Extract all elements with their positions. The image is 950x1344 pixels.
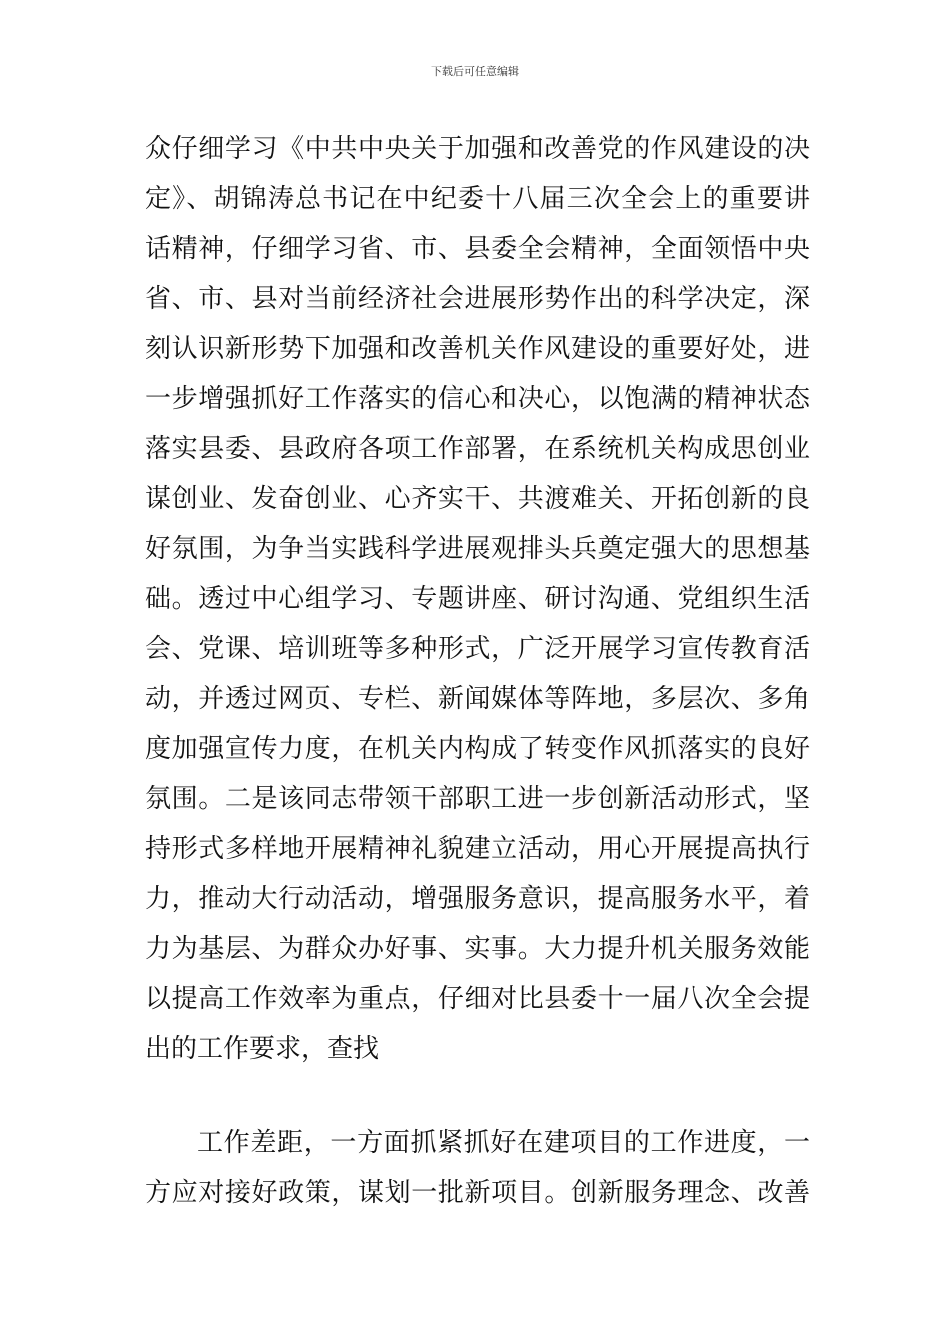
text-line: 力，推动大行动活动，增强服务意识，提高服务水平，着 [145,884,810,914]
text-line: 谋创业、发奋创业、心齐实干、共渡难关、开拓创新的良 [145,484,810,514]
text-line: 众仔细学习《中共中央关于加强和改善党的作风建设的决 [145,134,810,164]
body-paragraph-2 [145,1118,810,1218]
text-line: 力为基层、为群众办好事、实事。大力提升机关服务效能 [145,934,810,964]
text-line: 氛围。二是该同志带领干部职工进一步创新活动形式，坚 [145,784,810,814]
text-line: 落实县委、县政府各项工作部署，在系统机关构成思创业 [145,434,810,464]
text-line: 会、党课、培训班等多种形式，广泛开展学习宣传教育活 [145,634,810,664]
text-line: 定》、胡锦涛总书记在中纪委十八届三次全会上的重要讲 [145,184,810,214]
text-line: 刻认识新形势下加强和改善机关作风建设的重要好处，进 [145,334,810,364]
text-line: 以提高工作效率为重点，仔细对比县委十一届八次全会提 [145,984,810,1014]
text-line: 度加强宣传力度，在机关内构成了转变作风抓落实的良好 [145,734,810,764]
page-header: 下载后可任意编辑 [431,65,519,78]
text-line: 话精神，仔细学习省、市、县委全会精神，全面领悟中央 [145,234,810,264]
text-line: 础。透过中心组学习、专题讲座、研讨沟通、党组织生活 [145,584,810,614]
text-line: 出的工作要求，查找 [145,1034,380,1064]
body-paragraph-1 [145,124,810,1074]
text-line: 一步增强抓好工作落实的信心和决心，以饱满的精神状态 [145,384,810,414]
text-line: 动，并透过网页、专栏、新闻媒体等阵地，多层次、多角 [145,684,810,714]
text-line: 方应对接好政策，谋划一批新项目。创新服务理念、改善 [145,1178,810,1208]
text-line: 工作差距，一方面抓紧抓好在建项目的工作进度，一 [197,1128,810,1158]
text-line: 好氛围，为争当实践科学进展观排头兵奠定强大的思想基 [145,534,810,564]
text-line: 省、市、县对当前经济社会进展形势作出的科学决定，深 [145,284,810,314]
text-line: 持形式多样地开展精神礼貌建立活动，用心开展提高执行 [145,834,810,864]
